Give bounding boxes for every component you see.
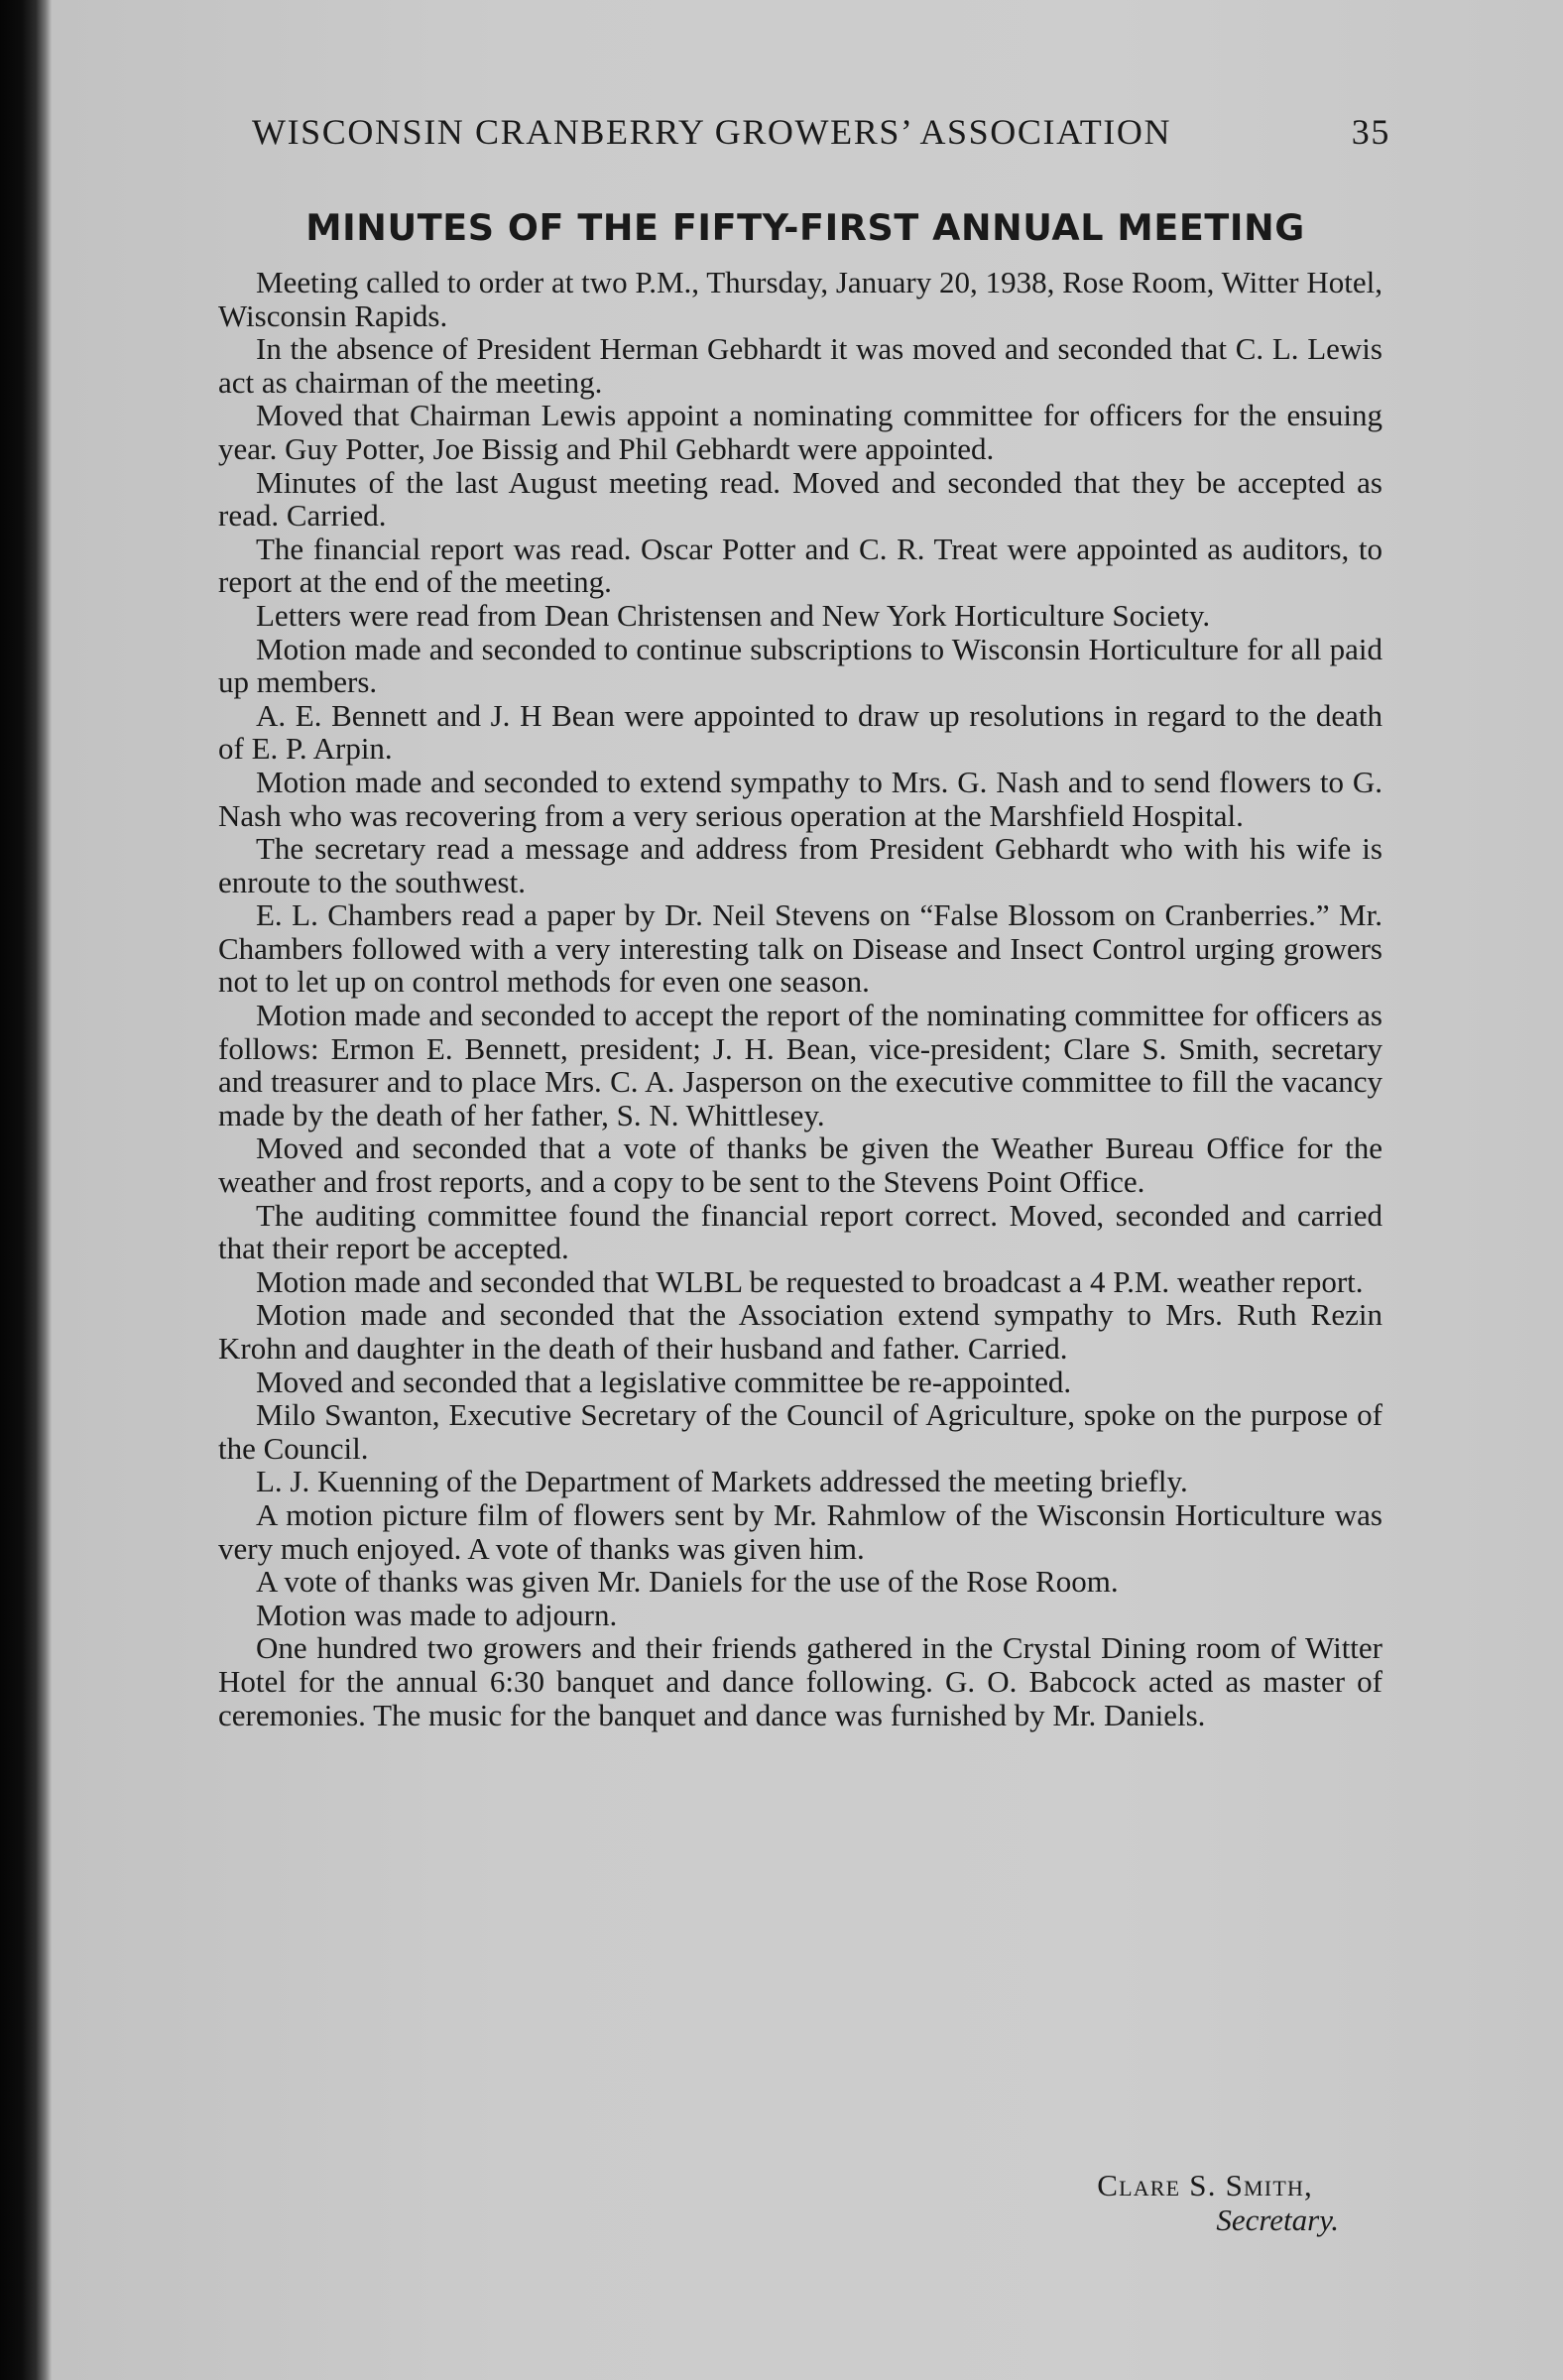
- section-title: MINUTES OF THE FIFTY-FIRST ANNUAL MEETING: [305, 206, 1305, 249]
- paragraph: One hundred two growers and their friends gathered in the Crystal Dining room of Witter Hotel for the annual 6:30 banquet and dance following. G. O. Babcock acted as master of ceremonies. The music for the banquet and dance was furnished by Mr. Daniels.: [218, 1630, 1383, 1732]
- signature: [1097, 2168, 1339, 2237]
- paragraph: In the absence of President Herman Gebhardt it was moved and seconded that C. L. Lewis act as chairman of the meeting.: [218, 331, 1383, 400]
- paragraph: E. L. Chambers read a paper by Dr. Neil Stevens on “False Blossom on Cranberries.” Mr. Chambers followed with a very interesting talk on Disease and Insect Control urging growers not to let up on control methods for even one season.: [218, 897, 1383, 1000]
- paragraph: Minutes of the last August meeting read. Moved and seconded that they be accepted as read. Carried.: [218, 464, 1383, 534]
- paragraph: Moved that Chairman Lewis appoint a nominating committee for officers for the ensuing year. Guy Potter, Joe Bissig and Phil Gebhardt were appointed.: [218, 398, 1383, 466]
- paragraph: Motion made and seconded to extend sympathy to Mrs. G. Nash and to send flowers to G. Nash who was recovering from a very serious operation at the Marshfield Hospital.: [218, 764, 1383, 833]
- paragraph: Motion made and seconded to accept the report of the nominating committee for officers as follows: Ermon E. Bennett, president; J. H. Bean, vice-president; Clare S. Smith, secretary and treasurer and to place Mrs. C. A. Jasperson on the executive committee to fill the vacancy made by the death of her father, S. N. Whittlesey.: [218, 998, 1383, 1132]
- paragraph: The auditing committee found the financial report correct. Moved, seconded and carried that their report be accepted.: [218, 1197, 1383, 1266]
- paragraph: The financial report was read. Oscar Potter and C. R. Treat were appointed as auditors, to report at the end of the meeting.: [218, 531, 1383, 600]
- paragraph: Meeting called to order at two P.M., Thursday, January 20, 1938, Rose Room, Witter Hotel, Wisconsin Rapids.: [218, 265, 1383, 333]
- running-head-title: WISCONSIN CRANBERRY GROWERS’ ASSOCIATION: [252, 112, 1172, 152]
- paragraph: Moved and seconded that a vote of thanks be given the Weather Bureau Office for the weather and frost reports, and a copy to be sent to the Stevens Point Office.: [218, 1130, 1383, 1200]
- paragraph: Letters were read from Dean Christensen and New York Horticulture Society.: [256, 597, 1211, 633]
- paragraph: A vote of thanks was given Mr. Daniels for the use of the Rose Room.: [256, 1564, 1119, 1600]
- minutes-body: [218, 266, 1383, 1731]
- paragraph: Moved and seconded that a legislative committee be re-appointed.: [256, 1364, 1072, 1399]
- page-number: 35: [1351, 112, 1390, 152]
- signatory-title: Secretary.: [1216, 2202, 1339, 2237]
- paragraph: A motion picture film of flowers sent by Mr. Rahmlow of the Wisconsin Horticulture was very much enjoyed. A vote of thanks was given him.: [218, 1496, 1383, 1566]
- paragraph: The secretary read a message and address from President Gebhardt who with his wife is enroute to the southwest.: [218, 831, 1383, 899]
- paragraph: Motion made and seconded that WLBL be requested to broadcast a 4 P.M. weather report.: [256, 1263, 1364, 1299]
- paragraph: Motion was made to adjourn.: [256, 1597, 618, 1632]
- binding-shadow: [0, 0, 52, 2380]
- paragraph: A. E. Bennett and J. H Bean were appointed to draw up resolutions in regard to the death of E. P. Arpin.: [218, 697, 1383, 767]
- signatory-name: Clare S. Smith,: [1097, 2168, 1313, 2202]
- paragraph: L. J. Kuenning of the Department of Markets addressed the meeting briefly.: [256, 1464, 1188, 1499]
- paragraph: Motion made and seconded that the Association extend sympathy to Mrs. Ruth Rezin Krohn and daughter in the death of their husband and father. Carried.: [218, 1297, 1383, 1366]
- running-head: [252, 111, 1390, 161]
- paragraph: Motion made and seconded to continue subscriptions to Wisconsin Horticulture for all paid up members.: [218, 631, 1383, 700]
- paragraph: Milo Swanton, Executive Secretary of the Council of Agriculture, spoke on the purpose of the Council.: [218, 1397, 1383, 1466]
